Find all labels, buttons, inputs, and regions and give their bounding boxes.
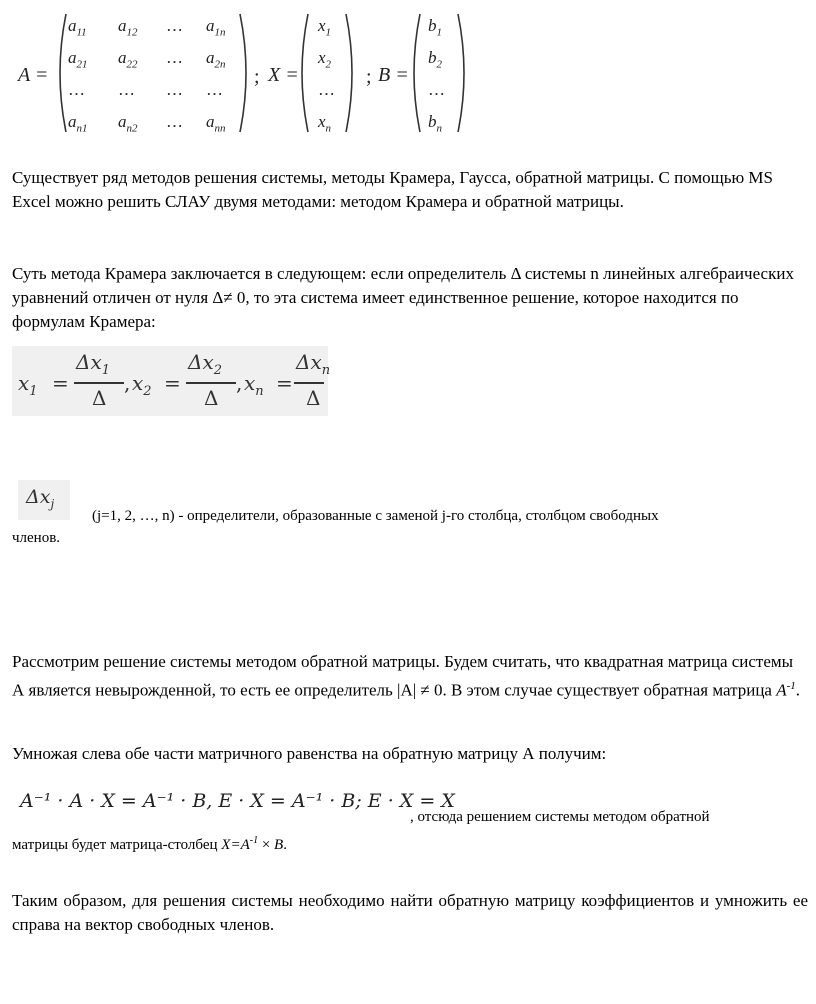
paragraph-methods: Существует ряд методов решения системы, методы Крамера, Гаусса, обратной матрицы. С помощью MS Excel можно решить СЛАУ двумя методами: методом Крамера и обратной матрицы. xyxy=(12,168,773,211)
delta-xj-definition: (j=1, 2, …, n) - определители, образованные с заменой j-го столбца, столбцом свободных xyxy=(92,508,659,524)
separator: ; xyxy=(366,66,372,88)
matrix-cell: … xyxy=(166,48,183,67)
paragraph-end: . xyxy=(795,680,801,700)
matrix-cell: $a_{12}$ xyxy=(118,16,138,39)
matrix-cell: $a_{22}$ xyxy=(118,48,138,71)
matrix-cell: $a_{2n}$ xyxy=(206,48,226,71)
matrix-cell: … xyxy=(118,80,135,99)
times-sign: × xyxy=(258,837,275,853)
formula-eq: = xyxy=(52,371,69,395)
formula-eq: = xyxy=(276,371,293,395)
matrix-cell: … xyxy=(166,80,183,99)
formula-comma: , xyxy=(236,371,243,395)
matrix-cell: $a_{21}$ xyxy=(68,48,88,71)
inverse-matrix-symbol: A xyxy=(776,680,787,700)
matrix-cell: $b_2$ xyxy=(428,48,442,71)
matrix-cell: $a_{n2}$ xyxy=(118,112,138,135)
formula-sub: n xyxy=(321,363,331,378)
formula-sub: n xyxy=(255,384,264,399)
cramer-formula xyxy=(12,346,331,416)
paragraph-cramer: Суть метода Крамера заключается в следующем: если определитель Δ системы n линейных алгебраических уравнений отличен от нуля Δ≠ 0, то эта система имеет единственное решение, которое находится по формулам Крамера: xyxy=(12,264,794,331)
formula-var: x xyxy=(132,371,144,395)
formula-eq: = xyxy=(164,371,181,395)
formula-var: x xyxy=(244,371,256,395)
matrix-x-label: X = xyxy=(268,64,299,86)
formula-num: Δx xyxy=(26,486,51,508)
solution-formula-line xyxy=(12,830,287,856)
solution-sup: -1 xyxy=(249,835,259,846)
matrix-cell: $a_{n1}$ xyxy=(68,112,88,135)
formula-num: Δx xyxy=(296,350,322,374)
vector-b: B xyxy=(274,837,284,853)
matrix-cell: $a_{1n}$ xyxy=(206,16,226,39)
formula-sub: 2 xyxy=(143,384,152,399)
matrix-cell: $b_n$ xyxy=(428,112,442,135)
matrix-cell: $x_2$ xyxy=(318,48,332,71)
matrix-cell: … xyxy=(166,16,183,35)
matrix-a-label: A = xyxy=(18,64,49,86)
formula-den: Δ xyxy=(92,386,107,410)
formula-den: Δ xyxy=(204,386,219,410)
matrix-cell: … xyxy=(318,80,335,99)
equation-conclusion: , отсюда решением системы методом обратной xyxy=(410,809,710,825)
matrix-cell: … xyxy=(166,112,183,131)
formula-num: Δx xyxy=(76,350,102,374)
fraction-bar xyxy=(74,382,124,384)
paragraph-multiply: Умножая слева обе части матричного равенства на обратную матрицу А получим: xyxy=(12,744,607,763)
formula-var: x xyxy=(18,371,30,395)
formula-den: Δ xyxy=(306,386,321,410)
paragraph-conclusion: Таким образом, для решения системы необходимо найти обратную матрицу коэффициентов и умножить ее справа на вектор свободных членов. xyxy=(12,891,808,934)
matrix-cell: … xyxy=(428,80,445,99)
matrix-definitions xyxy=(18,8,488,138)
formula-comma: , xyxy=(124,371,131,395)
solution-text: матрицы будет матрица-столбец xyxy=(12,837,222,853)
matrix-cell: $x_1$ xyxy=(318,16,332,39)
solution-formula: X=A xyxy=(221,837,250,853)
formula-num: Δx xyxy=(188,350,214,374)
formula-sub: 1 xyxy=(101,363,111,378)
formula-sub: 1 xyxy=(29,384,38,399)
delta-xj-formula xyxy=(18,480,70,520)
matrix-cell: … xyxy=(68,80,85,99)
separator: ; xyxy=(254,66,260,88)
matrix-b-label: B = xyxy=(378,64,409,86)
fraction-bar xyxy=(294,382,324,384)
matrix-cell: $x_n$ xyxy=(318,112,332,135)
matrix-cell: $a_{11}$ xyxy=(68,16,87,39)
matrix-equation: A⁻¹ · A · X = A⁻¹ · B, E · X = A⁻¹ · B; E · X = X xyxy=(20,790,455,812)
matrix-cell: $b_1$ xyxy=(428,16,442,39)
formula-sub: 2 xyxy=(213,363,223,378)
fraction-bar xyxy=(186,382,236,384)
delta-xj-definition-end: членов. xyxy=(12,530,61,546)
solution-end: . xyxy=(283,837,287,853)
matrix-cell: $a_{nn}$ xyxy=(206,112,226,135)
formula-sub: j xyxy=(50,496,55,511)
paragraph-inverse-matrix xyxy=(12,650,808,703)
matrix-brackets xyxy=(18,8,488,138)
inverse-sup: -1 xyxy=(786,680,796,692)
matrix-cell: … xyxy=(206,80,223,99)
paragraph-text: Рассмотрим решение системы методом обратной матрицы. Будем считать, что квадратная матрица системы А является невырожденной, то есть ее определитель |A| ≠ 0. В этом случае существует обратная матрица xyxy=(12,652,794,700)
